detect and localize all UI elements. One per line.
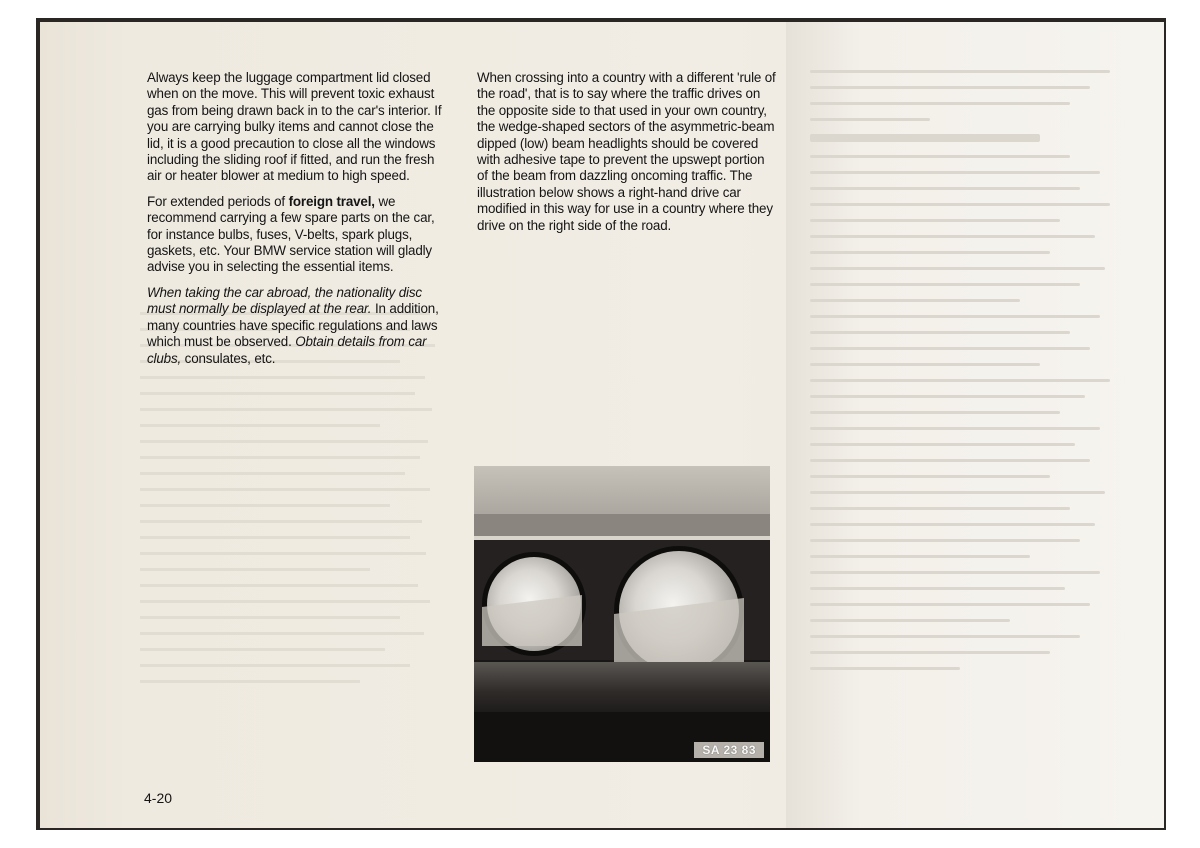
headlight-photo	[474, 466, 770, 762]
photo-code: SA 23 83	[694, 742, 764, 758]
consulates-note: consulates, etc.	[181, 350, 276, 366]
foreign-travel-body: we recommend carrying a few spare parts on the car, for instance bulbs, fuses, V-belts, spark plugs, gaskets, etc. Your BMW service station will gladly advise you in selecting the essential items.	[147, 193, 435, 275]
facing-page	[786, 22, 1164, 828]
page-number: 4-20	[144, 790, 173, 806]
left-column	[147, 70, 447, 376]
photo-hood-edge	[474, 514, 770, 540]
foreign-travel-term: foreign travel,	[288, 193, 375, 209]
facing-page-ghost-text	[810, 70, 1140, 683]
rule-of-road-paragraph: When crossing into a country with a different 'rule of the road', that is to say where the traffic drives on the opposite side to that used in your own country, the wedge-shaped sectors of the asymmetric-beam dipped (low) beam headlights should be covered with adhesive tape to prevent the upswept portion of the beam from dazzling oncoming traffic. The illustration below shows a right-hand drive car modified in this way for use in a country where they drive on the right side of the road.	[477, 70, 776, 233]
nationality-disc-paragraph	[147, 285, 447, 367]
foreign-travel-paragraph	[147, 194, 447, 276]
regulations-note: In addition, many countries have specific regulations and laws which must be observed.	[147, 301, 439, 350]
luggage-paragraph: Always keep the luggage compartment lid closed when on the move. This will prevent toxic exhaust gas from being drawn back in to the car's interior. If you are carrying bulky items and cannot close the lid, it is a good precaution to close all the windows including the sliding roof if fitted, and run the fresh air or heater blower at medium to high speed.	[147, 70, 442, 184]
photo-bumper	[474, 662, 770, 712]
manual-page	[40, 22, 1164, 828]
car-clubs-note: Obtain details from car clubs,	[147, 334, 427, 366]
nationality-disc-note: When taking the car abroad, the nationality disc must normally be displayed at the rear.	[147, 284, 422, 317]
foreign-travel-lead: For extended periods of	[147, 193, 289, 209]
right-column	[477, 70, 777, 243]
